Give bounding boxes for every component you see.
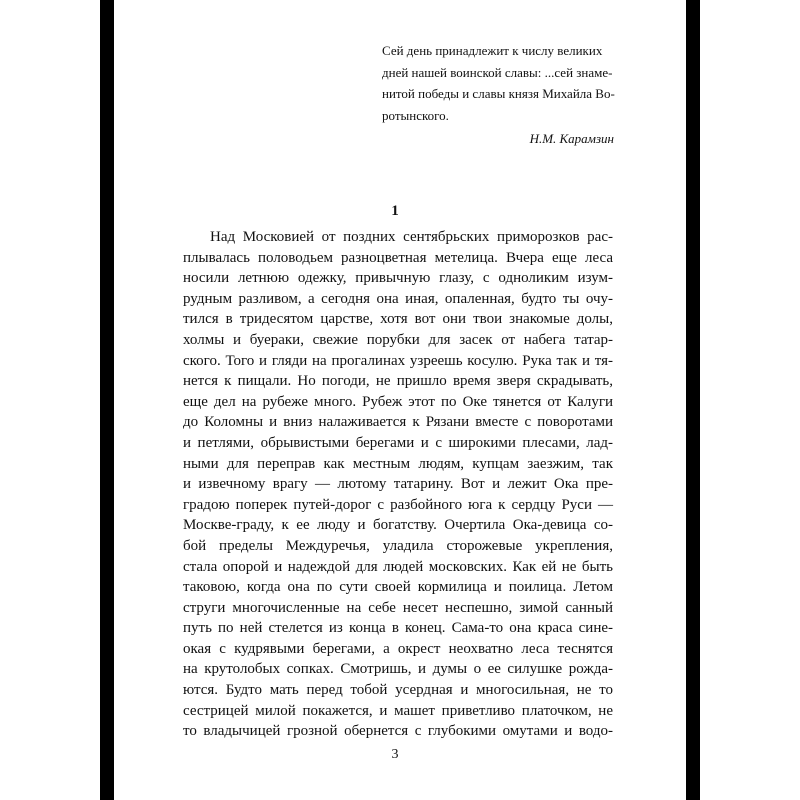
left-dark-border <box>100 0 114 800</box>
epigraph-author: Н.М. Карамзин <box>529 131 614 146</box>
text-line: путь по ней стелется из конца в конец. Сама-то она краса сине- <box>183 620 613 637</box>
page-number: 3 <box>391 747 399 762</box>
text-line: холмы и буераки, свежие порубки для засек от набега татар- <box>183 331 613 348</box>
text-line: тился в тридесятом царстве, хотя вот они твои знакомые долы, <box>183 311 613 328</box>
epigraph-line: нитой победы и славы князя Михайла Во- <box>382 86 615 101</box>
text-line: и извечному врагу — лютому татарину. Вот и лежит Ока пре- <box>183 476 613 493</box>
chapter-number: 1 <box>391 203 399 219</box>
text-line: Москве-граду, к ее люду и богатству. Очертила Ока-девица со- <box>183 517 613 534</box>
text-line: струги многочисленные на себе несет неспешно, зимой санный <box>183 599 613 616</box>
epigraph <box>382 40 614 150</box>
text-line: градою поперек путей-дорог с разбойного юга к сердцу Руси — <box>183 496 613 513</box>
text-line: Над Московией от поздних сентябрьских приморозков рас- <box>210 229 613 245</box>
text-line: окая с кудрявыми берегами, а окрест неохватно леса теснятся <box>183 640 613 657</box>
text-line: ными для переправ как местным людям, купцам заезжим, так <box>183 455 613 472</box>
text-line: стала опорой и надеждой для людей московских. Как ей не быть <box>183 558 613 575</box>
text-line: носили летнюю одежку, привычную глазу, с одноликим изум- <box>183 270 613 287</box>
right-dark-border <box>686 0 700 800</box>
text-line: таковою, когда она по сути своей кормилица и поилица. Летом <box>183 579 613 596</box>
text-line: плывалась половодьем разноцветная метелица. Вчера еще леса <box>183 249 613 266</box>
text-line: сестрицей милой покажется, и машет приветливо платочком, не <box>183 702 613 719</box>
text-line: на крутолобых сопках. Смотришь, и думы о ее силушке рожда- <box>183 661 613 678</box>
text-line: еще дел на рубеже много. Рубеж этот по Оке тянется от Калуги <box>183 393 613 410</box>
text-line: то владычицей грозной обернется с глубокими омутами и водо- <box>183 723 613 740</box>
text-line: и петлями, обрывистыми берегами и с широкими плесами, лад- <box>183 434 613 451</box>
epigraph-line: дней нашей воинской славы: ...сей знаме- <box>382 64 613 80</box>
epigraph-line: ротынского. <box>382 107 449 123</box>
epigraph-line: Сей день принадлежит к числу великих <box>382 43 603 58</box>
text-line: бой пределы Междуречья, уладила сторожевые укрепления, <box>183 537 613 554</box>
text-line: ются. Будто мать перед тобой усердная и многосильная, не то <box>183 682 613 699</box>
chapter-body-text <box>183 227 613 742</box>
text-line: ского. Того и гляди на прогалинах узреешь косулю. Рука так и тя- <box>183 352 613 369</box>
text-line: рудным разливом, а сегодня она иная, опаленная, будто ты очу- <box>183 290 613 307</box>
text-line: нется к пищали. Но погоди, не пришло время зверя скрадывать, <box>183 373 613 390</box>
text-line: до Коломны и вниз налаживается к Рязани вместе с поворотами <box>183 414 613 431</box>
